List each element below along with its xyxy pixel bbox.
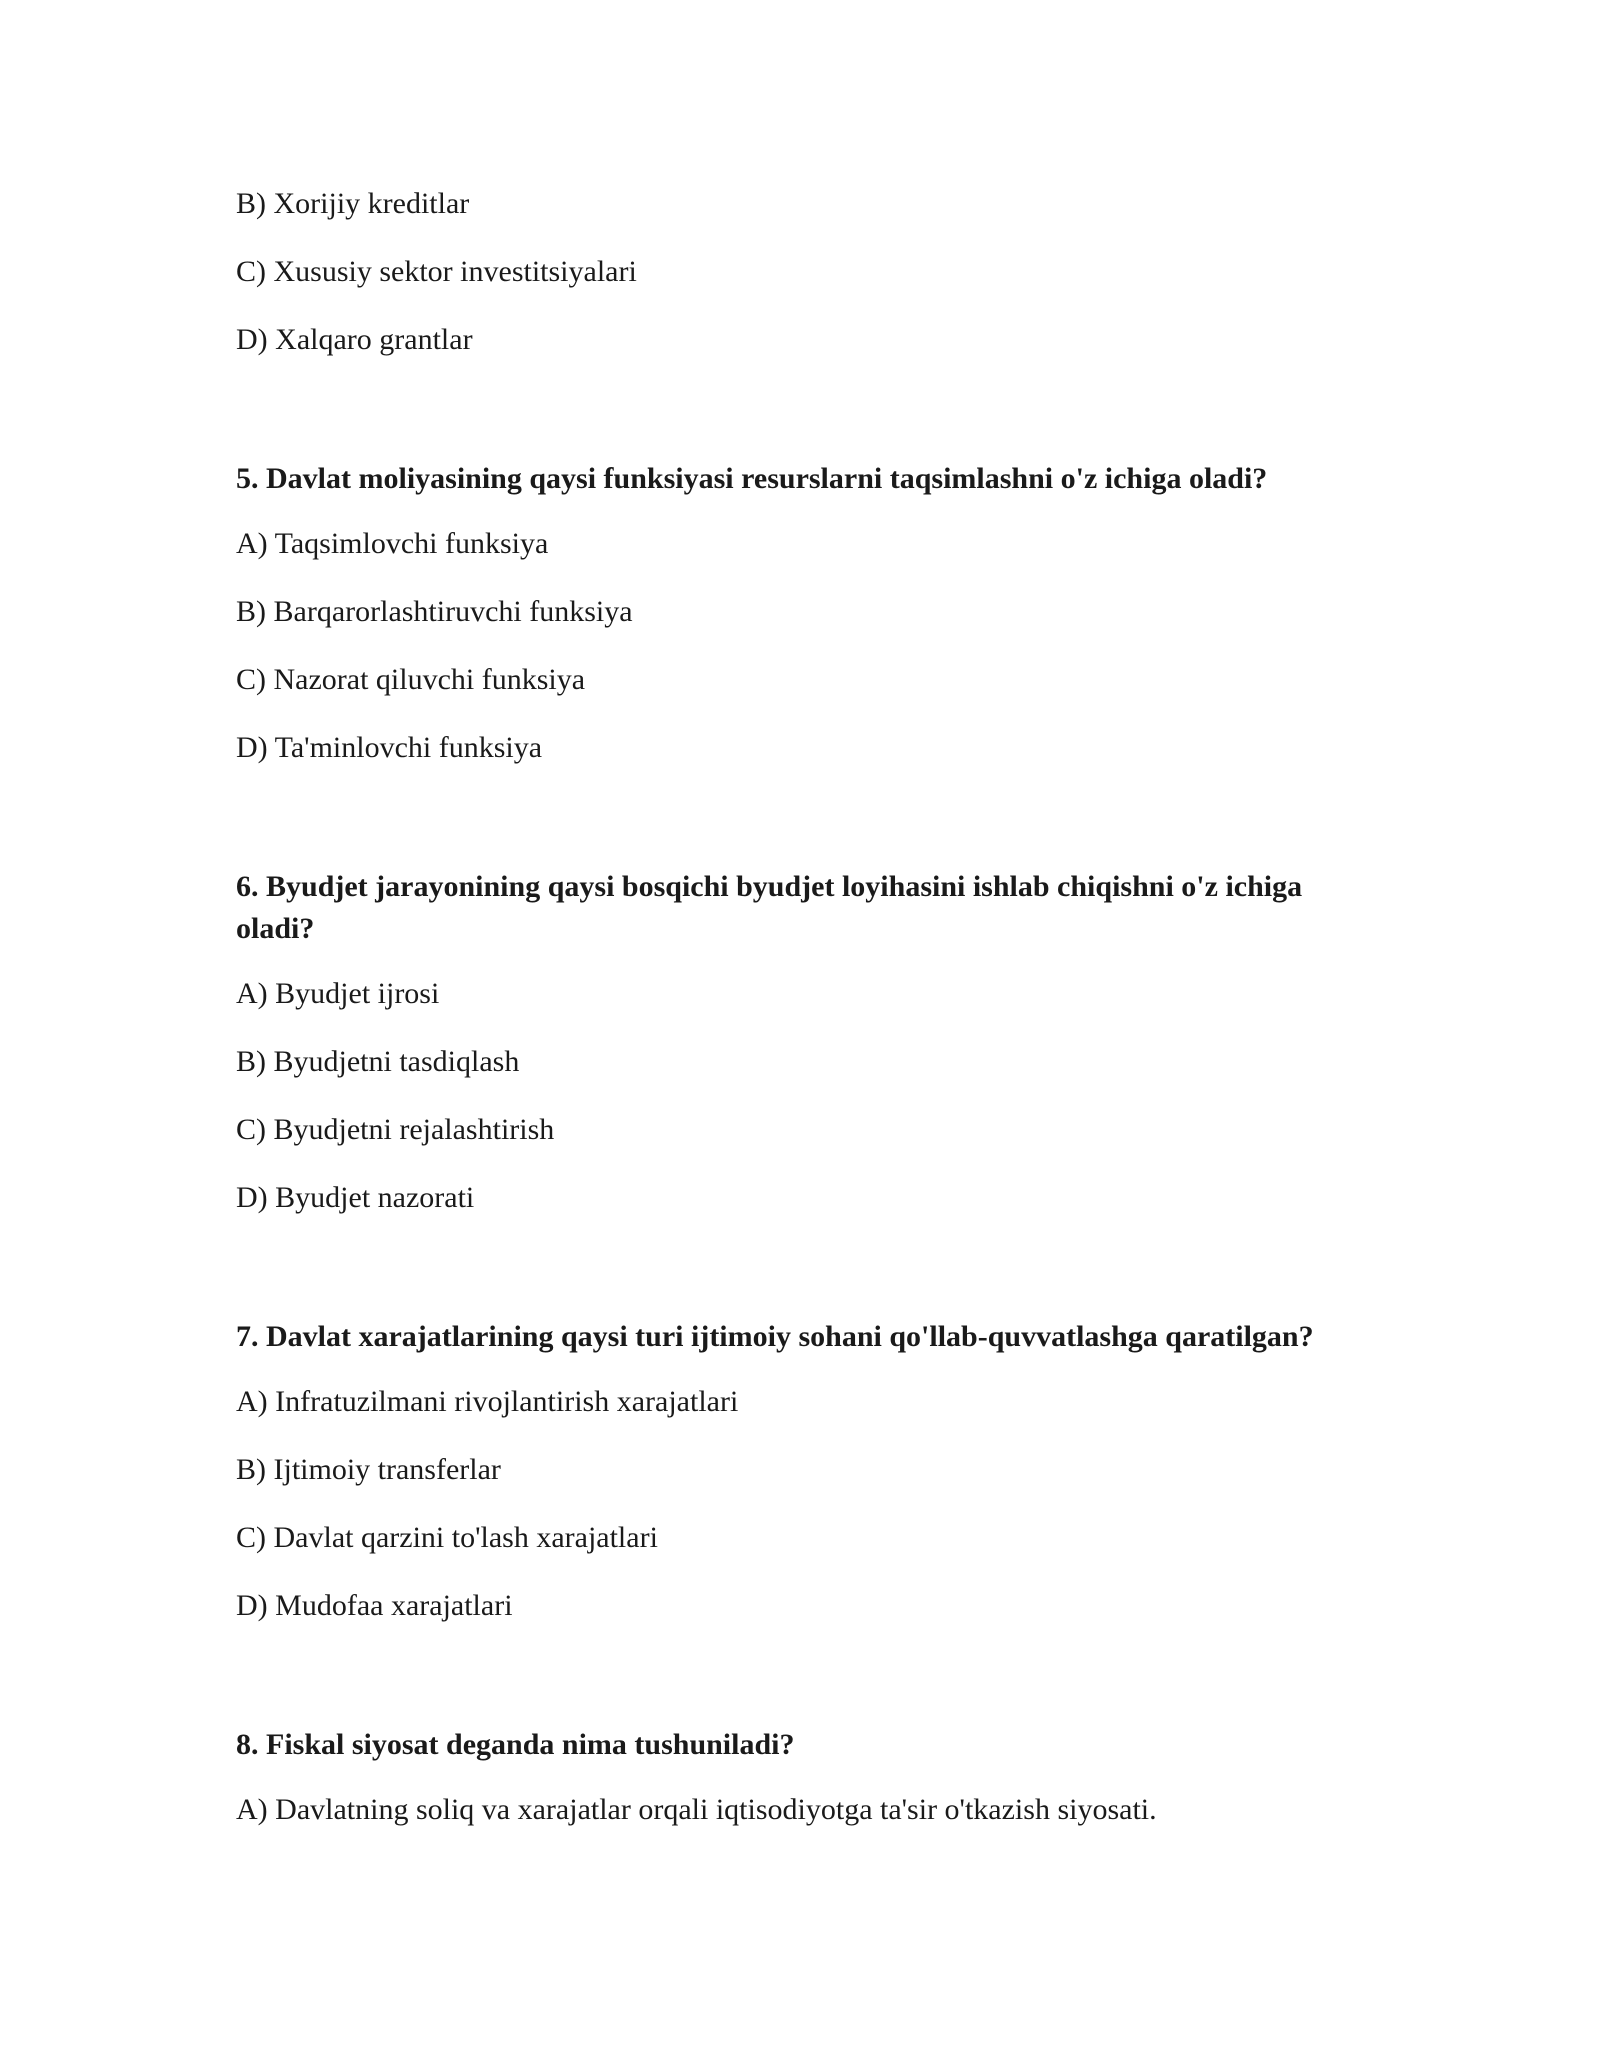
answer-option: A) Taqsimlovchi funksiya (236, 527, 549, 560)
answer-option: D) Ta'minlovchi funksiya (236, 731, 543, 764)
answer-option: B) Byudjetni tasdiqlash (236, 1045, 520, 1078)
answer-option: B) Ijtimoiy transferlar (236, 1453, 501, 1486)
previous-question-options (236, 186, 1386, 358)
question-text: 5. Davlat moliyasining qaysi funksiyasi resurslarni taqsimlashni o'z ichiga oladi? (236, 462, 1268, 495)
answer-option: A) Davlatning soliq va xarajatlar orqali iqtisodiyotga ta'sir o'tkazish siyosati. (236, 1793, 1157, 1826)
answer-option: A) Byudjet ijrosi (236, 977, 440, 1010)
answer-option: A) Infratuzilmani rivojlantirish xarajatlari (236, 1385, 739, 1418)
answer-option: D) Xalqaro grantlar (236, 323, 473, 356)
question-block-8 (236, 1724, 1386, 1828)
answer-option: D) Mudofaa xarajatlari (236, 1589, 513, 1622)
question-text: 7. Davlat xarajatlarining qaysi turi ijtimoiy sohani qo'llab-quvvatlashga qaratilgan? (236, 1320, 1314, 1353)
answer-option: B) Barqarorlashtiruvchi funksiya (236, 595, 633, 628)
answer-option: D) Byudjet nazorati (236, 1181, 475, 1214)
answer-option: C) Nazorat qiluvchi funksiya (236, 663, 586, 696)
question-block-5 (236, 458, 1386, 766)
answer-option: B) Xorijiy kreditlar (236, 187, 470, 220)
question-text: 6. Byudjet jarayonining qaysi bosqichi byudjet loyihasini ishlab chiqishni o'z ichiga oladi? (236, 870, 1303, 945)
document-content (236, 186, 1386, 1860)
answer-option: C) Byudjetni rejalashtirish (236, 1113, 555, 1146)
question-text: 8. Fiskal siyosat deganda nima tushuniladi? (236, 1728, 795, 1761)
answer-option: C) Davlat qarzini to'lash xarajatlari (236, 1521, 658, 1554)
answer-option: C) Xususiy sektor investitsiyalari (236, 255, 637, 288)
question-block-6 (236, 866, 1386, 1216)
question-block-7 (236, 1316, 1386, 1624)
